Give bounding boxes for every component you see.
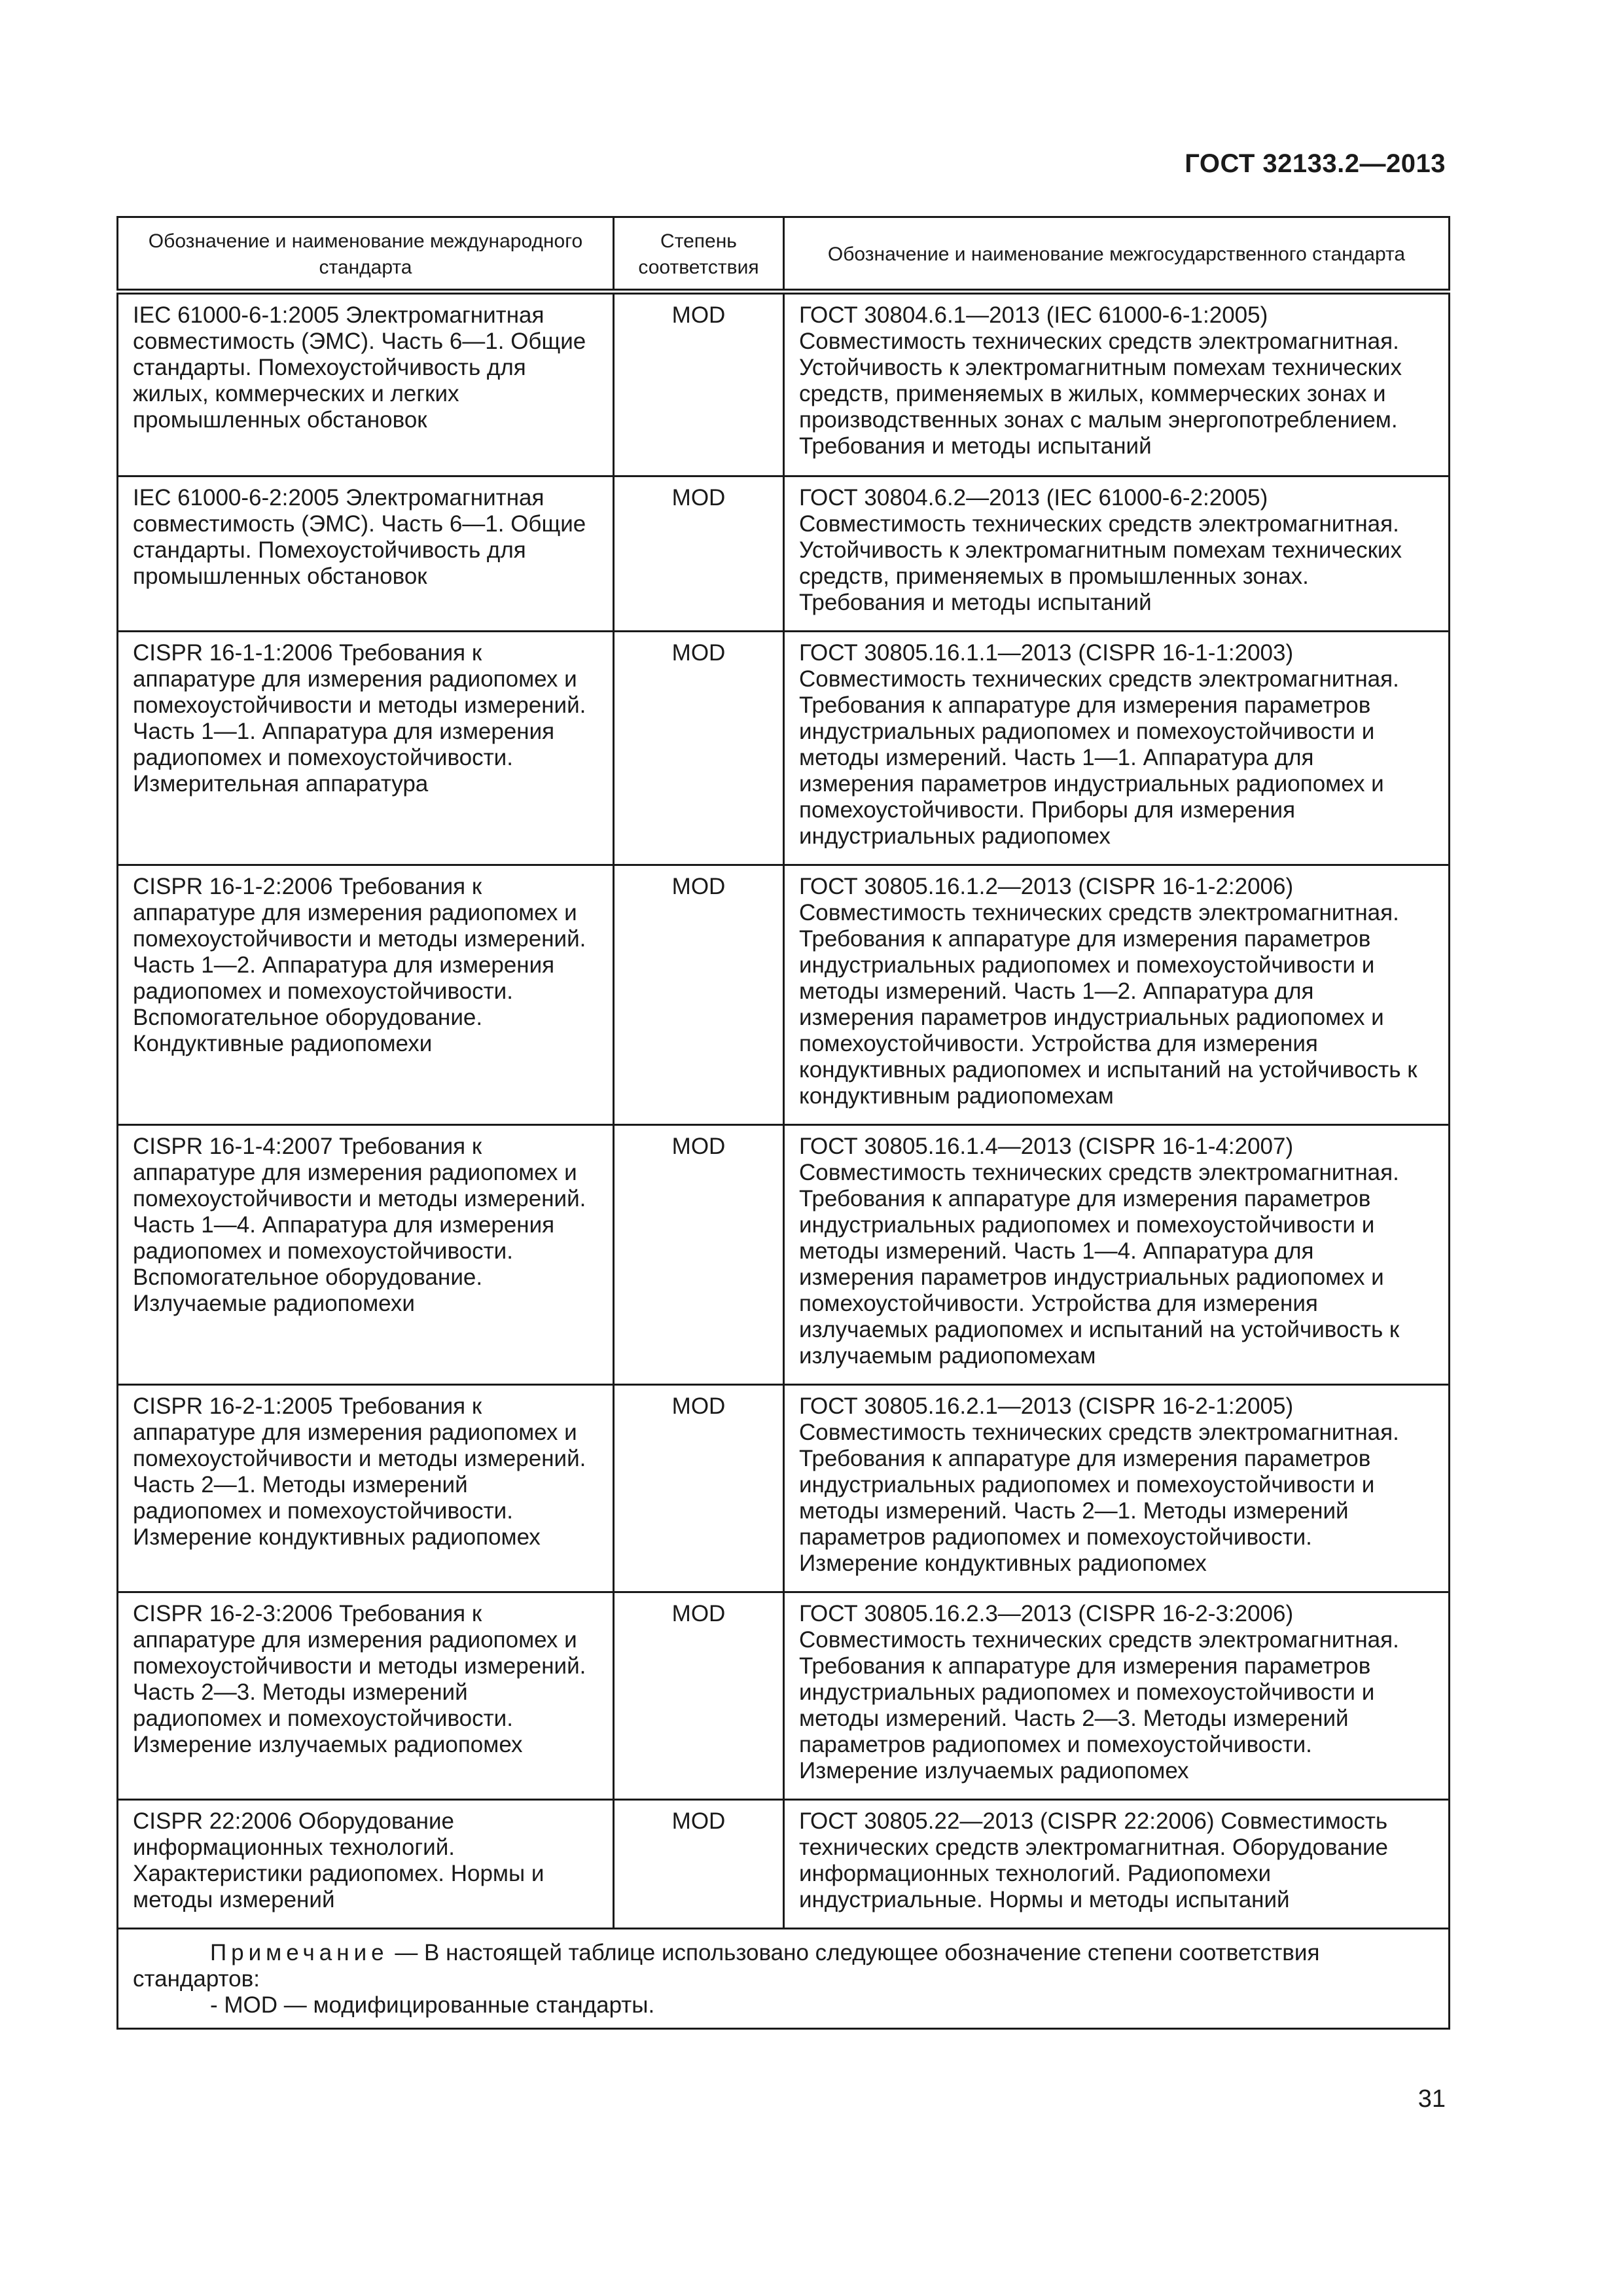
table-row: [118, 476, 1450, 632]
interstate-standard-cell: ГОСТ 30805.16.2.3—2013 (CISPR 16-2-3:2006) Совместимость технических средств электромагнитная. Требования к аппаратуре для измерения параметров индустриальных радиопомех и помехоустойчивости и методы измерений. Часть 2—3. Методы измерений параметров радиопомех и помехоустойчивости. Измерение излучаемых радиопомех: [784, 1592, 1450, 1800]
table-row: [118, 632, 1450, 865]
degree-cell: MOD: [614, 476, 784, 632]
degree-cell: MOD: [614, 865, 784, 1125]
international-standard-cell: CISPR 16-1-2:2006 Требования к аппаратуре для измерения радиопомех и помехоустойчивости и методы измерений. Часть 1—2. Аппаратура для измерения радиопомех и помехоустойчивости. Вспомогательное оборудование. Кондуктивные радиопомехи: [118, 865, 614, 1125]
interstate-standard-cell: ГОСТ 30805.22—2013 (CISPR 22:2006) Совместимость технических средств электромагнитная. Оборудование информационных технологий. Радиопомехи индустриальные. Нормы и методы испытаний: [784, 1800, 1450, 1929]
column-header-degree: Степень соответствия: [614, 217, 784, 292]
interstate-standard-cell: ГОСТ 30804.6.2—2013 (IEC 61000-6-2:2005) Совместимость технических средств электромагнитная. Устойчивость к электромагнитным помехам технических средств, применяемых в промышленных зонах. Требования и методы испытаний: [784, 476, 1450, 632]
interstate-standard-cell: ГОСТ 30805.16.1.1—2013 (CISPR 16-1-1:2003) Совместимость технических средств электромагнитная. Требования к аппаратуре для измерения параметров индустриальных радиопомех и помехоустойчивости и методы измерений. Часть 1—1. Аппаратура для измерения параметров индустриальных радиопомех и помехоустойчивости. Приборы для измерения индустриальных радиопомех: [784, 632, 1450, 865]
degree-cell: MOD: [614, 1592, 784, 1800]
international-standard-cell: CISPR 16-1-4:2007 Требования к аппаратуре для измерения радиопомех и помехоустойчивости и методы измерений. Часть 1—4. Аппаратура для измерения радиопомех и помехоустойчивости. Вспомогательное оборудование. Излучаемые радиопомехи: [118, 1125, 614, 1385]
note-label: Примечание: [210, 1940, 389, 1965]
international-standard-cell: CISPR 16-1-1:2006 Требования к аппаратуре для измерения радиопомех и помехоустойчивости и методы измерений. Часть 1—1. Аппаратура для измерения радиопомех и помехоустойчивости. Измерительная аппаратура: [118, 632, 614, 865]
degree-cell: MOD: [614, 1125, 784, 1385]
degree-cell: MOD: [614, 292, 784, 476]
note-body: — В настоящей таблице использовано следующее обозначение степени соответствия стандартов:: [133, 1940, 1320, 1992]
interstate-standard-cell: ГОСТ 30805.16.2.1—2013 (CISPR 16-2-1:2005) Совместимость технических средств электромагнитная. Требования к аппаратуре для измерения параметров индустриальных радиопомех и помехоустойчивости и методы измерений. Часть 2—1. Методы измерений параметров радиопомех и помехоустойчивости. Измерение кондуктивных радиопомех: [784, 1385, 1450, 1592]
table-row: [118, 1125, 1450, 1385]
international-standard-cell: IEC 61000-6-1:2005 Электромагнитная совместимость (ЭМС). Часть 6—1. Общие стандарты. Помехоустойчивость для жилых, коммерческих и легких промышленных обстановок: [118, 292, 614, 476]
table-row: [118, 865, 1450, 1125]
table-row: [118, 1800, 1450, 1929]
table-row: [118, 1385, 1450, 1592]
international-standard-cell: IEC 61000-6-2:2005 Электромагнитная совместимость (ЭМС). Часть 6—1. Общие стандарты. Помехоустойчивость для промышленных обстановок: [118, 476, 614, 632]
note-item: - MOD — модифицированные стандарты.: [210, 1992, 655, 2018]
international-standard-cell: CISPR 16-2-3:2006 Требования к аппаратуре для измерения радиопомех и помехоустойчивости и методы измерений. Часть 2—3. Методы измерений радиопомех и помехоустойчивости. Измерение излучаемых радиопомех: [118, 1592, 614, 1800]
page-number: 31: [1418, 2085, 1446, 2113]
interstate-standard-cell: ГОСТ 30805.16.1.4—2013 (CISPR 16-1-4:2007) Совместимость технических средств электромагнитная. Требования к аппаратуре для измерения параметров индустриальных радиопомех и помехоустойчивости и методы измерений. Часть 1—4. Аппаратура для измерения параметров индустриальных радиопомех и помехоустойчивости. Устройства для измерения излучаемых радиопомех и испытаний на устойчивость к излучаемым радиопомехам: [784, 1125, 1450, 1385]
interstate-standard-cell: ГОСТ 30804.6.1—2013 (IEC 61000-6-1:2005) Совместимость технических средств электромагнитная. Устойчивость к электромагнитным помехам технических средств, применяемых в жилых, коммерческих зонах и производственных зонах с малым энергопотреблением. Требования и методы испытаний: [784, 292, 1450, 476]
degree-cell: MOD: [614, 632, 784, 865]
standards-correspondence-table: [116, 216, 1450, 2030]
column-header-interstate: Обозначение и наименование межгосударственного стандарта: [784, 217, 1450, 292]
note-text: [133, 1940, 1434, 1992]
international-standard-cell: CISPR 16-2-1:2005 Требования к аппаратуре для измерения радиопомех и помехоустойчивости и методы измерений. Часть 2—1. Методы измерений радиопомех и помехоустойчивости. Измерение кондуктивных радиопомех: [118, 1385, 614, 1592]
degree-cell: MOD: [614, 1800, 784, 1929]
table-note: [118, 1929, 1450, 2029]
document-code-header: ГОСТ 32133.2—2013: [1185, 149, 1446, 178]
degree-cell: MOD: [614, 1385, 784, 1592]
interstate-standard-cell: ГОСТ 30805.16.1.2—2013 (CISPR 16-1-2:2006) Совместимость технических средств электромагнитная. Требования к аппаратуре для измерения параметров индустриальных радиопомех и помехоустойчивости и методы измерений. Часть 1—2. Аппаратура для измерения параметров индустриальных радиопомех и помехоустойчивости. Устройства для измерения кондуктивных радиопомех и испытаний на устойчивость к кондуктивным радиопомехам: [784, 865, 1450, 1125]
table-row: [118, 1592, 1450, 1800]
column-header-international: Обозначение и наименование международного стандарта: [118, 217, 614, 292]
table-note-row: [118, 1929, 1450, 2029]
international-standard-cell: CISPR 22:2006 Оборудование информационных технологий. Характеристики радиопомех. Нормы и методы измерений: [118, 1800, 614, 1929]
table-row: [118, 292, 1450, 476]
table-header-row: [118, 217, 1450, 292]
